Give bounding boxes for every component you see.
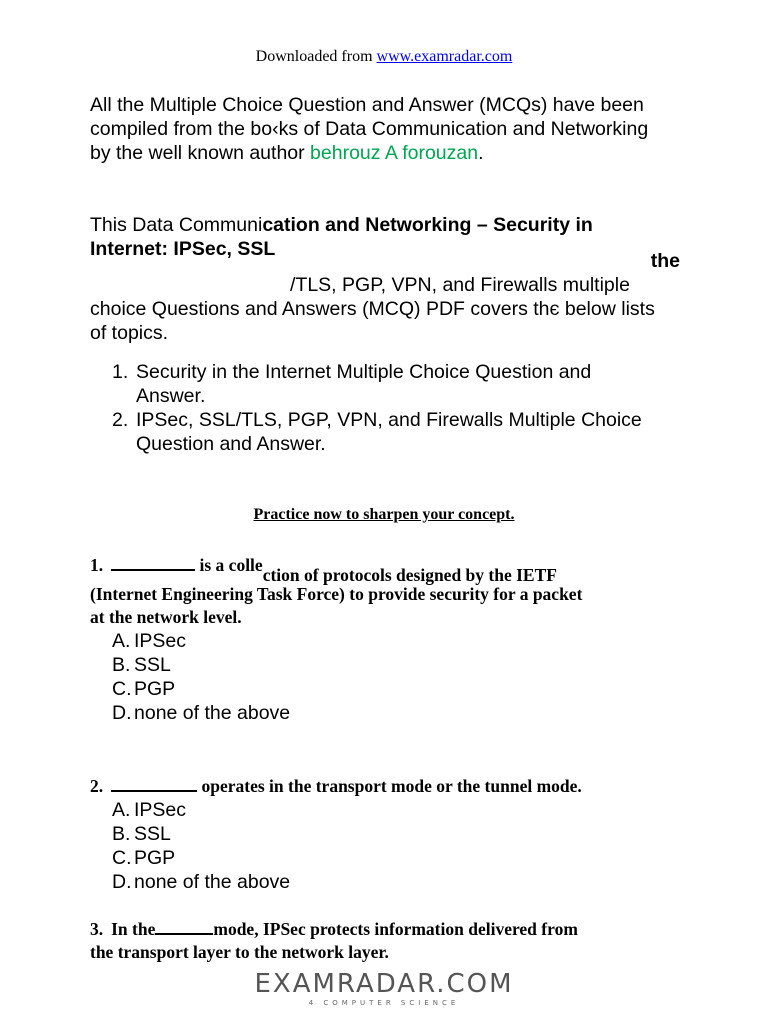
answer-blank — [111, 776, 197, 792]
option-text: PGP — [134, 847, 176, 869]
option-d — [112, 701, 680, 725]
option-letter: A. — [112, 630, 131, 652]
desc-line: of topics. — [90, 322, 169, 344]
intro-line: All the Multiple Choice Question and Answer (MCQs) have been — [90, 94, 644, 116]
examradar-logo — [0, 970, 768, 1007]
option-text: none of the above — [134, 871, 291, 893]
list-item-text: IPSec, SSL/TLS, PGP, VPN, and Firewalls Multiple Choice — [136, 409, 642, 431]
desc-bold-text: cation and Networking – Security in — [262, 214, 593, 236]
intro-text: . — [478, 142, 484, 164]
answer-blank — [111, 555, 195, 571]
option-a — [112, 629, 680, 653]
question-text: ction of protocols designed by the IETF — [262, 565, 557, 585]
list-item-text: Question and Answer. — [136, 433, 326, 455]
option-a — [112, 798, 680, 822]
options-list — [90, 798, 680, 894]
download-source-header — [0, 48, 768, 66]
question-stem — [90, 554, 680, 585]
option-b — [112, 653, 680, 677]
desc-bold-text: Internet: IPSec, SSL — [90, 238, 276, 260]
question-number: 3. — [90, 919, 104, 939]
question-text: at the network level. — [90, 607, 242, 627]
examradar-link[interactable]: www.examradar.com — [376, 48, 513, 65]
option-letter: A. — [112, 799, 131, 821]
desc-line: choice Questions and Answers (MCQ) PDF covers thє below lists — [90, 298, 655, 320]
download-prefix: Downloaded from — [255, 48, 377, 65]
question-number: 2. — [90, 776, 104, 796]
logo-tagline: 4 COMPUTER SCIENCE — [308, 999, 460, 1007]
list-item — [112, 360, 672, 408]
question-3 — [90, 918, 680, 964]
question-text: operates in the transport mode or the tunnel mode. — [197, 776, 582, 796]
option-c — [112, 846, 680, 870]
option-letter: D. — [112, 871, 132, 893]
option-letter: C. — [112, 847, 132, 869]
option-letter: C. — [112, 678, 132, 700]
question-stem — [90, 775, 680, 798]
description-paragraph — [90, 213, 680, 345]
logo-text: EXAMRADAR.COM — [254, 969, 514, 999]
desc-line — [90, 237, 680, 272]
options-list — [90, 629, 680, 725]
question-stem — [90, 918, 680, 941]
question-text: is a colle — [195, 555, 263, 575]
list-item-text: Answer. — [136, 385, 206, 407]
question-text: mode, IPSec protects information delivered from — [213, 919, 578, 939]
author-name: behrouz A forouzan — [310, 142, 479, 164]
option-text: IPSec — [134, 799, 187, 821]
intro-line: compiled from the bo‹ks of Data Communication and Networking — [90, 118, 649, 140]
question-text: (Internet Engineering Task Force) to provide security for a packet — [90, 584, 583, 604]
desc-bold-text: the — [650, 250, 680, 272]
question-text: the transport layer to the network layer. — [90, 942, 389, 962]
option-text: SSL — [134, 654, 171, 676]
desc-text: This Data Communi — [90, 214, 263, 236]
answer-blank — [155, 919, 213, 935]
intro-text: by the well known author — [90, 142, 311, 164]
topic-list — [112, 360, 672, 456]
question-2 — [90, 775, 680, 894]
question-1 — [90, 554, 680, 725]
option-text: PGP — [134, 678, 176, 700]
list-number: 2. — [112, 409, 129, 431]
option-d — [112, 870, 680, 894]
question-number: 1. — [90, 555, 104, 575]
option-text: none of the above — [134, 702, 291, 724]
option-b — [112, 822, 680, 846]
option-letter: B. — [112, 654, 131, 676]
desc-line — [90, 213, 680, 237]
practice-heading: Practice now to sharpen your concept. — [253, 506, 515, 523]
option-c — [112, 677, 680, 701]
question-text: In the — [111, 919, 156, 939]
list-number: 1. — [112, 361, 129, 383]
intro-paragraph — [90, 93, 690, 165]
option-letter: B. — [112, 823, 131, 845]
desc-text: /TLS, PGP, VPN, and Firewalls multiple — [290, 274, 630, 296]
option-text: IPSec — [134, 630, 187, 652]
intro-line — [90, 141, 690, 165]
list-item — [112, 408, 672, 456]
option-text: SSL — [134, 823, 171, 845]
desc-line — [90, 273, 680, 297]
option-letter: D. — [112, 702, 132, 724]
list-item-text: Security in the Internet Multiple Choice Question and — [136, 361, 592, 383]
